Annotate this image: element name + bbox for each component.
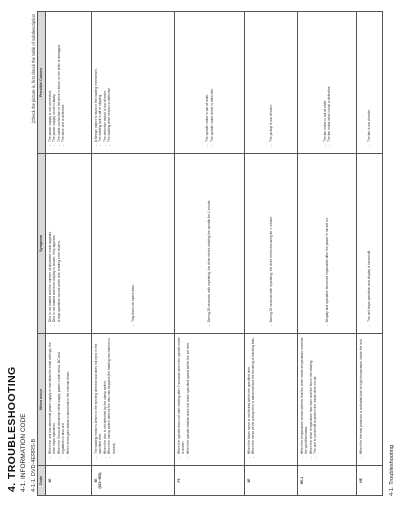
list-item: - When the disc is not detected by the clamp switch. (103, 337, 107, 458)
row-when (298, 334, 357, 466)
list-item: - The drive unit is defective. (61, 15, 65, 146)
list-item: - When the spindle rotation does not reach specified speed within the set time. (186, 337, 190, 458)
list-item: - When the clamp switch detects the disc has stopped (the loading mechanism is locked). (107, 337, 116, 458)
list-item: - The detection switch is out of order. (103, 15, 107, 146)
list-item: - The loading drive section is defective. (107, 15, 111, 146)
list-item: - Display and operation becomes impossible after the power is turned on. (325, 157, 329, 326)
list-item: - When servo gain status is abnormal in the internal driver. (66, 337, 70, 458)
list-item: - The spindle motor is out of order. (205, 15, 209, 146)
list-item: - During 28 seconds with repeating, the drive retries focusing for 1 minute. (269, 157, 273, 326)
list-item: - The loading belt is off or slipping. (98, 15, 102, 146)
row-code: HE (357, 466, 383, 496)
row-causes (46, 12, 92, 154)
list-item: - The pickup is out of order. (269, 15, 273, 146)
table-row (357, 12, 383, 496)
header-code: Code (38, 466, 46, 496)
list-item: - The loading motor is driven in the ejecting direction but does not eject in the specified time. (94, 337, 103, 458)
list-item: - When the thermal protector is activated due to high temperature inside the unit. (359, 337, 363, 458)
list-item: - A stop operation occurs when disc reading error returns. (57, 157, 61, 326)
row-code: 5E (5E1~5E8) (92, 466, 175, 496)
list-item: - The spindle motor driver is defective. (210, 15, 214, 146)
table-note: (Check the picture is, first check the table of subdescription (31, 14, 36, 124)
list-item: - A foreign object is stuck in the loading mechanism. (94, 15, 98, 146)
row-symptom (46, 154, 92, 334)
list-item: - The unit stops operation and display is turned off. (367, 157, 371, 326)
row-code: 4E (46, 466, 92, 496)
list-item: - The fan is out of order. (367, 15, 371, 146)
row-causes (175, 12, 245, 154)
row-when (175, 334, 245, 466)
list-item: - Tray does not open/close. (131, 157, 135, 326)
header-symptom: Symptom (38, 154, 46, 334)
troubleshooting-table (37, 11, 383, 496)
row-symptom (357, 154, 383, 334)
row-code: F6 (175, 466, 245, 496)
list-item: - When the focus servo is not locked within the specified time. (247, 337, 251, 458)
row-symptom (92, 154, 175, 334)
section-title: 4-1. INFORMATION CODE (20, 413, 27, 492)
table-row (46, 12, 92, 496)
row-code: 6E (245, 466, 298, 496)
subsection-title: 4-1-1. DVD-4ERRS-B (31, 438, 37, 492)
list-item: - When the drive temperature has risen and the fan is not rotating. (309, 337, 313, 458)
table-row (298, 12, 357, 496)
list-item: - The cable connection to the drive is loose, or the drive is damaged. (57, 15, 61, 146)
table-row (245, 12, 298, 496)
list-item: - The fan motor drive circuit is defective. (327, 15, 331, 146)
row-code: HE-1 (298, 466, 357, 496)
page-title: 4. TROUBLESHOOTING (6, 366, 18, 492)
list-item: - The fan motor is out of order. (323, 15, 327, 146)
list-item: - During 28 seconds, with repeating, the drive retries rotating the spindle for 1 minute. (207, 157, 211, 326)
list-item: - Disc is not loaded and error display is shown, retry appears. (52, 157, 56, 326)
row-causes (92, 12, 175, 154)
row-when (46, 334, 92, 466)
row-causes (357, 12, 383, 154)
list-item: - When the temperature sensor detects that the drive inside temperature exceeds the specified value. (300, 337, 309, 458)
row-causes (245, 12, 298, 154)
list-item: - The power supply circuit is faulty. (52, 15, 56, 146)
row-symptom (175, 154, 245, 334)
row-when (245, 334, 298, 466)
row-when (357, 334, 383, 466)
list-item: - When the spindle does not start rotating after 2 seconds when the spindle motor is driven. (177, 337, 186, 458)
table-header-row (38, 12, 46, 496)
list-item: - The unit is turned off to protect the inside drive circuit. (313, 337, 317, 458)
header-possible-causes: Possible Causes (38, 12, 46, 154)
list-item: - When the unit has abnormal power supply or has failed its initial settings, the drive stops operation. (48, 337, 57, 458)
page-footnote: 4-1. Troubleshooting (389, 445, 395, 496)
list-item: - The power supply is not connected. (48, 15, 52, 146)
table-row (175, 12, 245, 496)
list-item: - When the Servo of abnormal initial supply power, initial servo, DC and regulation is also unit (57, 337, 66, 458)
row-symptom (298, 154, 357, 334)
list-item: - When the servo of the pickup lens is abnormal and the focusing or tracking fails. (251, 337, 255, 458)
table-row (92, 12, 175, 496)
list-item: - Disc is not loaded and the number of disturbed mode appears. (48, 157, 52, 326)
row-when (92, 334, 175, 466)
row-causes (298, 12, 357, 154)
row-symptom (245, 154, 298, 334)
header-when-occur: When occur (38, 334, 46, 466)
